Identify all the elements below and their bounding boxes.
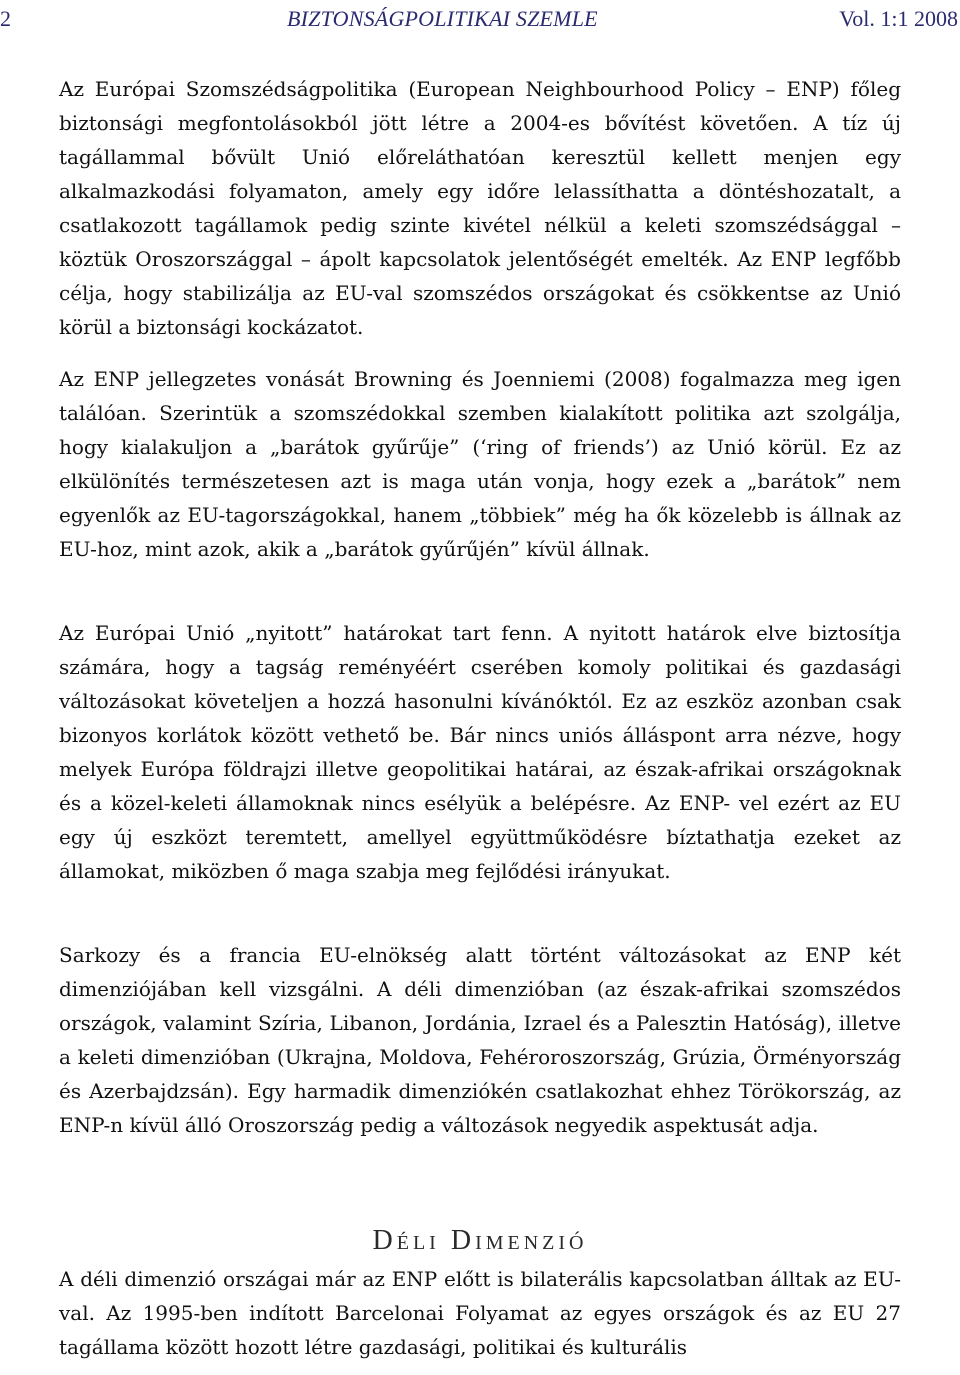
volume-info: Vol. 1:1 2008 <box>839 6 958 31</box>
paragraph-3: Az Európai Unió „nyitott” határokat tart fenn. A nyitott határok elve biztosítja számára, hogy a tagság reményéért cserében komoly politikai és gazdasági változásokat követeljen a hozzá hasonulni kívánóktól. Ez az eszköz azonban csak bizonyos korlátok között vethető be. Bár nincs uniós álláspont arra nézve, hogy melyek Európa földrajzi illetve geopolitikai határai, az észak-afrikai országoknak és a közel-keleti államoknak nincs esélyük a belépésre. Az ENP- vel ezért az EU egy új eszközt teremtett, amellyel együttműködésre bíztathatja ezeket az államokat, miközben ő maga szabja meg fejlődési irányukat. <box>59 621 901 883</box>
paragraph-4: Sarkozy és a francia EU-elnökség alatt történt változásokat az ENP két dimenziójában kell vizsgálni. A déli dimenzióban (az észak-afrikai szomszédos országok, valamint Szíria, Libanon, Jordánia, Izrael és a Palesztin Hatóság), illetve a keleti dimenzióban (Ukrajna, Moldova, Fehéroroszország, Grúzia, Örményország és Azerbajdzsán). Egy harmadik dimenziókén csatlakozhat ehhez Törökország, az ENP-n kívül álló Oroszország pedig a változások negyedik aspektusát adja. <box>59 943 901 1137</box>
section-heading-rest-1: ÉLI <box>396 1232 440 1254</box>
paragraph-2: Az ENP jellegzetes vonását Browning és Joenniemi (2008) fogalmazza meg igen találóan. Szerintük a szomszédokkal szemben kialakított politika azt szolgálja, hogy kialakuljon a „barátok gyűrűje” (‘ring of friends’) az Unió körül. Ez az elkülönítés természetesen azt is maga után vonja, hogy ezek a „barátok” nem egyenlők az EU-tagországokkal, hanem „többiek” még ha ők közelebb is állnak az EU-hoz, mint azok, akik a „barátok gyűrűjén” kívül állnak. <box>59 367 901 561</box>
section-heading-rest-2: IMENZIÓ <box>475 1232 588 1254</box>
section-heading-initial-1: D <box>372 1225 397 1256</box>
page-number: 2 <box>0 6 11 31</box>
paragraph-1: Az Európai Szomszédságpolitika (European Neighbourhood Policy – ENP) főleg biztonsági megfontolásokból jött létre a 2004-es bővítést követően. A tíz új tagállammal bővült Unió előreláthatóan keresztül kellett menjen egy alkalmazkodási folyamaton, amely egy időre lelassíthatta a döntéshozatalt, a csatlakozott tagállamok pedig szinte kivétel nélkül a keleti szomszédsággal – köztük Oroszországgal – ápolt kapcsolatok jelentőségét emelték. Az ENP legfőbb célja, hogy stabilizálja az EU-val szomszédos országokat és csökkentse az Unió körül a biztonsági kockázatot. <box>59 77 901 339</box>
running-header <box>0 4 960 34</box>
paragraph-5: A déli dimenzió országai már az ENP előtt is bilaterális kapcsolatban álltak az EU-val. Az 1995-ben indított Barcelonai Folyamat az egyes országok és az EU 27 tagállama között hozott létre gazdasági, politikai és kulturális <box>59 1267 901 1359</box>
journal-title: BIZTONSÁGPOLITIKAI SZEMLE <box>287 6 598 31</box>
section-heading-initial-2: D <box>450 1225 476 1256</box>
section-heading <box>0 1224 960 1260</box>
